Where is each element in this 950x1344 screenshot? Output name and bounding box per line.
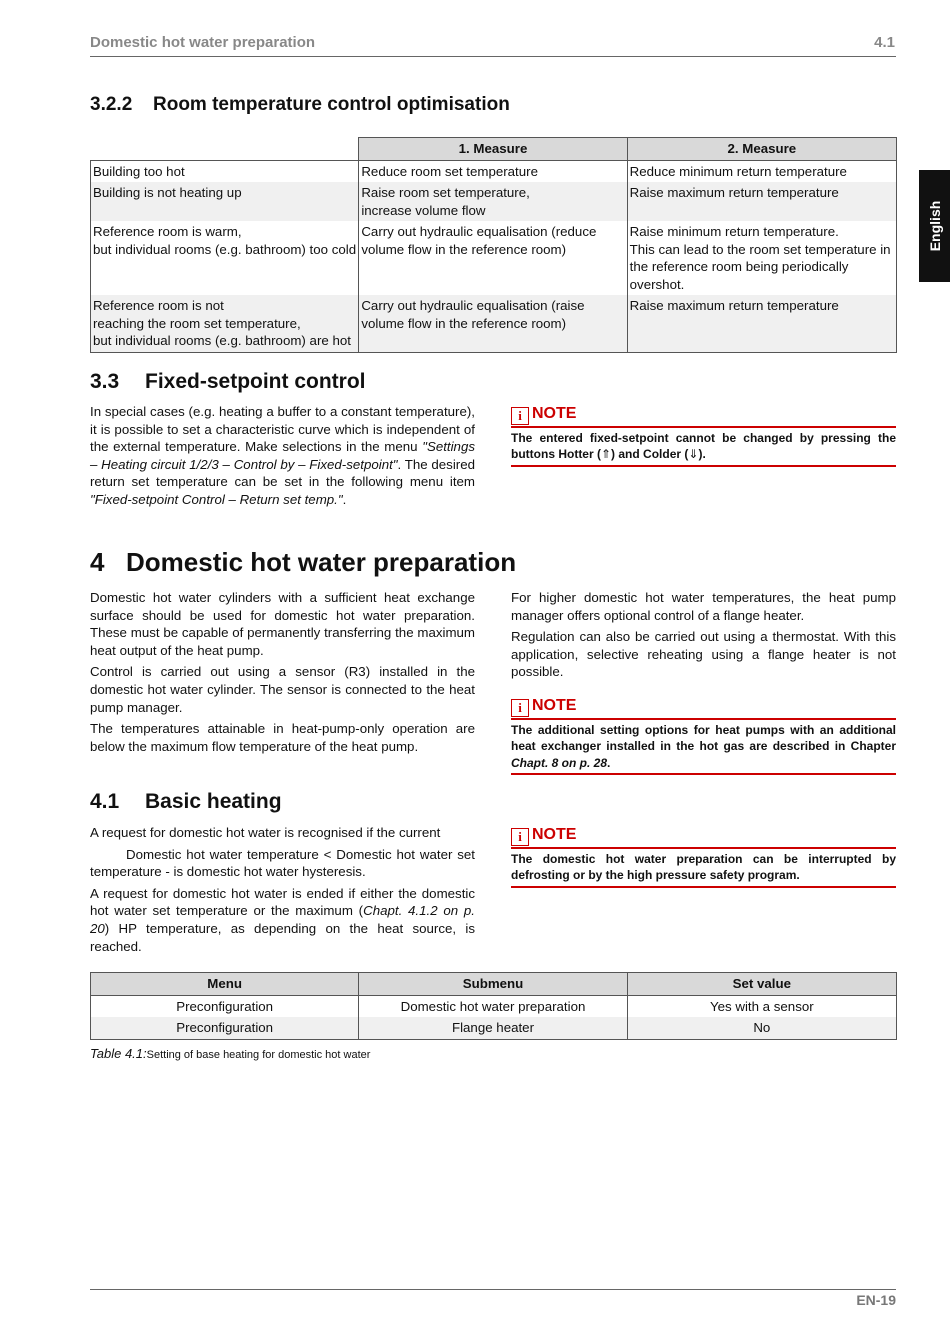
note-rule: [511, 426, 896, 428]
section-heading-3-3: 3.3 Fixed-setpoint control: [90, 370, 366, 393]
colder-arrow-icon: ⇓: [688, 447, 699, 462]
table-row: Preconfiguration Domestic hot water preparation Yes with a sensor: [91, 995, 897, 1017]
table-row: Building too hot Reduce room set temperature Reduce minimum return temperature: [91, 160, 897, 182]
note-text: The additional setting options for heat pumps with an additional heat exchanger installed in the hot gas are described in Chapter Chapt. 8 on p. 28.: [511, 723, 896, 770]
info-icon: i: [511, 828, 529, 846]
section-heading-3-2-2: 3.2.2 Room temperature control optimisation: [90, 94, 510, 115]
header-rule: [90, 56, 896, 57]
note-rule: [511, 465, 896, 467]
table-header-row: Menu Submenu Set value: [91, 973, 897, 996]
note-defrosting: i NOTE The domestic hot water preparation can be interrupted by defrosting or by the high pressure safety program.: [511, 826, 896, 888]
note-fixed-setpoint: i NOTE The entered fixed-setpoint cannot be changed by pressing the buttons Hotter (⇑) and Colder (⇓).: [511, 405, 896, 467]
note-rule: [511, 718, 896, 720]
running-header-section: 4.1: [874, 34, 895, 51]
info-icon: i: [511, 407, 529, 425]
basic-heating-settings-table: [90, 972, 897, 1040]
running-header-title: Domestic hot water preparation: [90, 34, 316, 51]
footer-rule: [90, 1289, 896, 1290]
note-rule: [511, 773, 896, 775]
dhw-right-column: For higher domestic hot water temperatures, the heat pump manager offers optional control of a flange heater. Regulation can also be carried out using a thermostat. With this application, selective reheating using a flange heater is not possible.: [511, 590, 896, 680]
chapter-heading-4: 4 Domestic hot water preparation: [90, 547, 517, 577]
fixed-setpoint-paragraph: In special cases (e.g. heating a buffer to a constant temperature), it is possible to set a characteristic curve which is independent of the external temperature. Make selections in the menu "Settings – Heating circuit 1/2/3 – Control by – Fixed-setpoint". The desired return set temperature can be set in the following menu item "Fixed-setpoint Control – Return set temp.".: [90, 404, 475, 507]
dhw-left-column: Domestic hot water cylinders with a sufficient heat exchange surface should be used for domestic hot water preparation. These must be capable of permanently transferring the maximum heat output of the heat pump. Control is carried out using a sensor (R3) installed in the domestic hot water cylinder. The sensor is connected to the heat pump manager. The temperatures attainable in heat-pump-only operation are below the maximum flow temperature of the heat pump.: [90, 590, 475, 754]
note-text: The entered fixed-setpoint cannot be changed by pressing the buttons Hotter (⇑) and Colder (⇓).: [511, 431, 896, 462]
info-icon: i: [511, 699, 529, 717]
basic-heating-text: A request for domestic hot water is recognised if the current Domestic hot water temperature < Domestic hot water set temperature - is domestic hot water hysteresis. A request for domestic hot water is ended if either the domestic hot water set temperature or the maximum (Chapt. 4.1.2 on p. 20) HP temperature, as depending on the heat source, is reached.: [90, 825, 475, 954]
table-row: Preconfiguration Flange heater No: [91, 1017, 897, 1039]
room-temp-table: [90, 137, 897, 353]
table-header-row: 1. Measure 2. Measure: [91, 138, 897, 161]
note-rule: [511, 847, 896, 849]
page-number: EN-19: [856, 1292, 896, 1308]
hotter-arrow-icon: ⇑: [600, 447, 612, 462]
request-ended-paragraph: A request for domestic hot water is ended if either the domestic hot water set temperature or the maximum (Chapt. 4.1.2 on p. 20) HP temperature, as depending on the heat source, is reached.: [90, 885, 475, 954]
table-row: Reference room is not reaching the room set temperature, but individual rooms (e.g. bathroom) are hot Carry out hydraulic equalisation (raise volume flow in the reference room) Raise maximum return temperature: [91, 295, 897, 352]
section-heading-4-1: 4.1 Basic heating: [90, 790, 282, 813]
language-tab: English: [919, 170, 950, 282]
note-rule: [511, 886, 896, 888]
note-hot-gas: i NOTE The additional setting options for heat pumps with an additional heat exchanger installed in the hot gas are described in Chapter Chapt. 8 on p. 28.: [511, 697, 896, 775]
table-row: Building is not heating up Raise room set temperature, increase volume flow Raise maximum return temperature: [91, 182, 897, 221]
table-caption: Table 4.1:Setting of base heating for domestic hot water: [90, 1046, 371, 1061]
table-row: Reference room is warm, but individual rooms (e.g. bathroom) too cold Carry out hydraulic equalisation (reduce volume flow in the reference room) Raise minimum return temperature. This can lead to the room set temperature in the reference room being periodically overshot.: [91, 221, 897, 295]
